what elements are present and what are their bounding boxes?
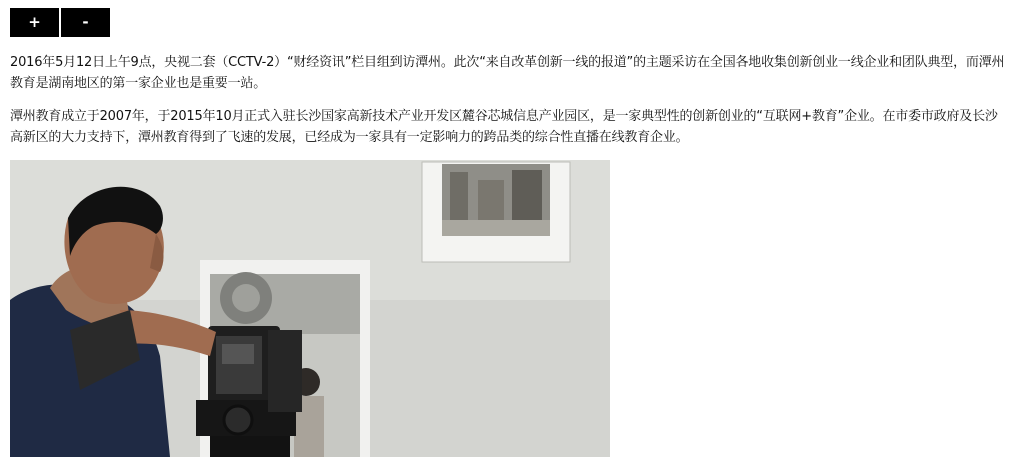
- article-paragraph-1: 2016年5月12日上午9点，央视二套（CCTV-2）“财经资讯”栏目组到访潭州。此次“来自改革创新一线的报道”的主题采访在全国各地收集创新创业一线企业和团队典型，而潭州教育是湖南地区的第一家企业也是重要一站。: [10, 55, 1005, 91]
- wall-picture-frame: [422, 162, 570, 262]
- zoom-controls: [10, 8, 110, 37]
- article-photo: [10, 160, 610, 457]
- zoom-in-button[interactable]: +: [10, 8, 59, 37]
- zoom-out-button[interactable]: -: [61, 8, 110, 37]
- article-paragraph-2: 潭州教育成立于2007年，于2015年10月正式入驻长沙国家高新技术产业开发区麓谷芯城信息产业园区，是一家典型性的创新创业的“互联网+教育”企业。在市委市政府及长沙高新区的大力支持下，潭州教育得到了飞速的发展，已经成为一家具有一定影响力的跨品类的综合性直播在线教育企业。: [10, 109, 998, 145]
- photo-illustration: [10, 160, 610, 457]
- article-body: [10, 52, 1010, 148]
